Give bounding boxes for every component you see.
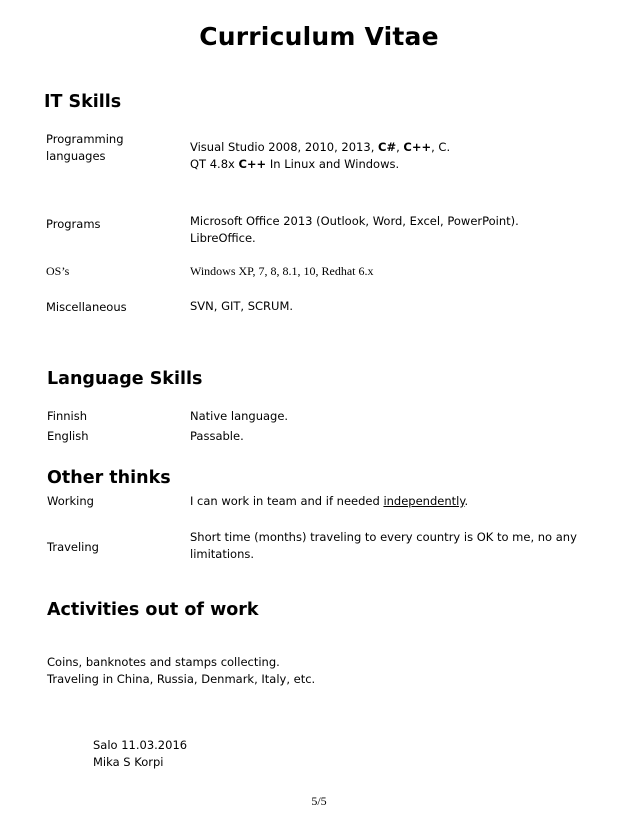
traveling-value-line1: Short time (months) traveling to every country is OK to me, no any xyxy=(190,530,577,544)
working-text: I can work in team and if needed xyxy=(190,494,384,508)
traveling-label: Traveling xyxy=(47,540,99,554)
language-row: English xyxy=(47,429,89,443)
programming-value xyxy=(190,139,450,173)
activities-line1: Coins, banknotes and stamps collecting. xyxy=(47,655,280,669)
signature-name: Mika S Korpi xyxy=(93,755,164,769)
signature-block xyxy=(93,737,187,771)
programming-value-line1 xyxy=(190,139,450,156)
programs-value xyxy=(190,213,519,247)
programming-bold-csharp: C# xyxy=(378,140,397,154)
signature-place-date: Salo 11.03.2016 xyxy=(93,738,188,752)
os-value: Windows XP, 7, 8, 8.1, 10, Redhat 6.x xyxy=(190,264,374,278)
language-level: Passable. xyxy=(190,429,244,443)
activities-heading: Activities out of work xyxy=(47,600,259,620)
os-label: OS’s xyxy=(46,264,70,278)
page-title: Curriculum Vitae xyxy=(199,22,439,51)
other-heading: Other thinks xyxy=(47,468,171,488)
activities-line2: Traveling in China, Russia, Denmark, Italy, etc. xyxy=(47,672,316,686)
working-text: . xyxy=(464,494,469,508)
programming-label xyxy=(46,131,124,165)
page-number: 5/5 xyxy=(311,794,327,808)
traveling-value xyxy=(190,529,577,563)
programming-label-line1: Programming xyxy=(46,132,124,146)
programs-value-line1: Microsoft Office 2013 (Outlook, Word, Excel, PowerPoint). xyxy=(190,214,519,228)
working-value xyxy=(190,493,468,510)
language-skills-heading: Language Skills xyxy=(47,369,203,389)
programming-text: , xyxy=(396,140,404,154)
language-row: Finnish xyxy=(47,409,88,423)
programming-bold-cpp: C++ xyxy=(403,140,432,154)
programming-text: In Linux and Windows. xyxy=(266,157,400,171)
language-level: Native language. xyxy=(190,409,289,423)
misc-label: Miscellaneous xyxy=(46,300,127,314)
programming-bold-cpp: C++ xyxy=(238,157,267,171)
programming-label-line2: languages xyxy=(46,149,106,163)
traveling-value-line2: limitations. xyxy=(190,547,255,561)
misc-value: SVN, GIT, SCRUM. xyxy=(190,299,294,313)
programming-text: QT 4.8x xyxy=(190,157,239,171)
programs-label: Programs xyxy=(46,217,101,231)
programs-value-line2: LibreOffice. xyxy=(190,231,256,245)
working-label: Working xyxy=(47,494,94,508)
it-skills-heading: IT Skills xyxy=(44,92,122,112)
programming-text: , C. xyxy=(431,140,451,154)
working-underlined: independently xyxy=(383,494,465,508)
programming-text: Visual Studio 2008, 2010, 2013, xyxy=(190,140,379,154)
programming-value-line2 xyxy=(190,156,450,173)
activities-text xyxy=(47,654,315,688)
